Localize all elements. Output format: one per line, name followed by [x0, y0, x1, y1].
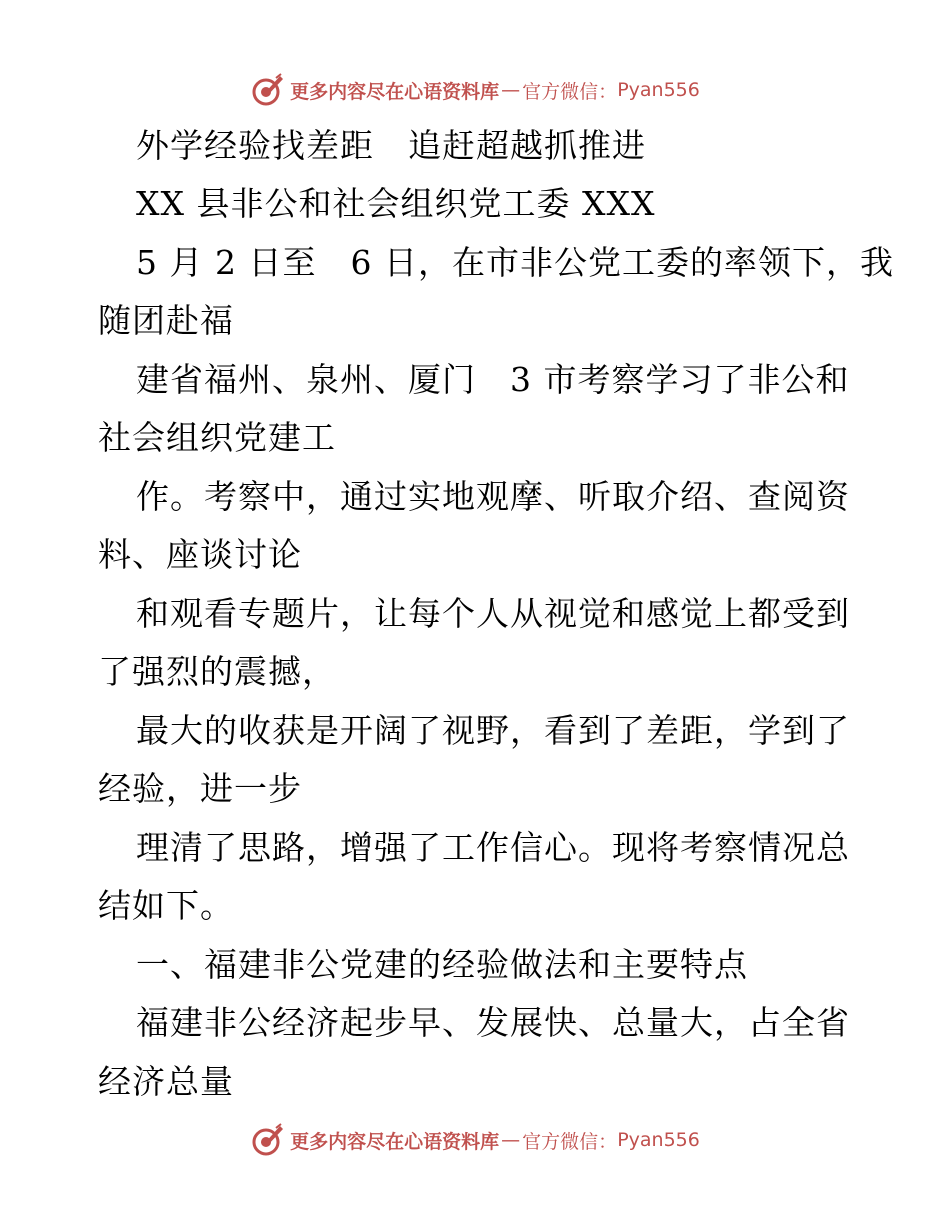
paragraph-line: 经济总量 — [98, 1062, 234, 1101]
paragraph-line: 社会组织党建工 — [98, 418, 336, 457]
document-author: XX 县非公和社会组织党工委 XXX — [136, 184, 656, 223]
watermark-dash: — — [501, 79, 521, 101]
paragraph-line: 随团赴福 — [98, 301, 234, 340]
paragraph-line: 理清了思路，增强了工作信心。现将考察情况总 — [136, 828, 850, 867]
quill-logo-icon — [250, 1122, 286, 1158]
paragraph-line: 了强烈的震撼， — [98, 652, 336, 691]
watermark-title: 更多内容尽在心语资料库 — [290, 1130, 500, 1153]
watermark-wechat-label: 官方微信： — [522, 1130, 618, 1153]
paragraph-line: 和观看专题片，让每个人从视觉和感觉上都受到 — [136, 594, 850, 633]
paragraph-line: 最大的收获是开阔了视野，看到了差距，学到了 — [136, 711, 850, 750]
paragraph-line: 5 月 2 日至 6 日，在市非公党工委的率领下，我 — [136, 243, 894, 282]
document-title: 外学经验找差距 追赶超越抓推进 — [136, 126, 646, 165]
paragraph-line: 结如下。 — [98, 886, 234, 925]
paragraph-line: 料、座谈讨论 — [98, 535, 302, 574]
paragraph-line: 建省福州、泉州、厦门 3 市考察学习了非公和 — [136, 360, 850, 399]
header-watermark — [0, 70, 950, 110]
quill-logo-icon — [250, 72, 286, 108]
watermark-wechat-label: 官方微信： — [522, 80, 618, 103]
footer-watermark — [0, 1120, 950, 1160]
watermark-dash: — — [501, 1129, 521, 1151]
paragraph-line: 经验，进一步 — [98, 769, 302, 808]
watermark-wechat-id: Pyan556 — [617, 1129, 700, 1151]
paragraph-line: 作。考察中，通过实地观摩、听取介绍、查阅资 — [136, 477, 850, 516]
paragraph-line: 福建非公经济起步早、发展快、总量大，占全省 — [136, 1003, 850, 1042]
watermark-title: 更多内容尽在心语资料库 — [290, 80, 500, 103]
section-heading: 一、福建非公党建的经验做法和主要特点 — [136, 945, 748, 984]
watermark-wechat-id: Pyan556 — [617, 79, 700, 101]
